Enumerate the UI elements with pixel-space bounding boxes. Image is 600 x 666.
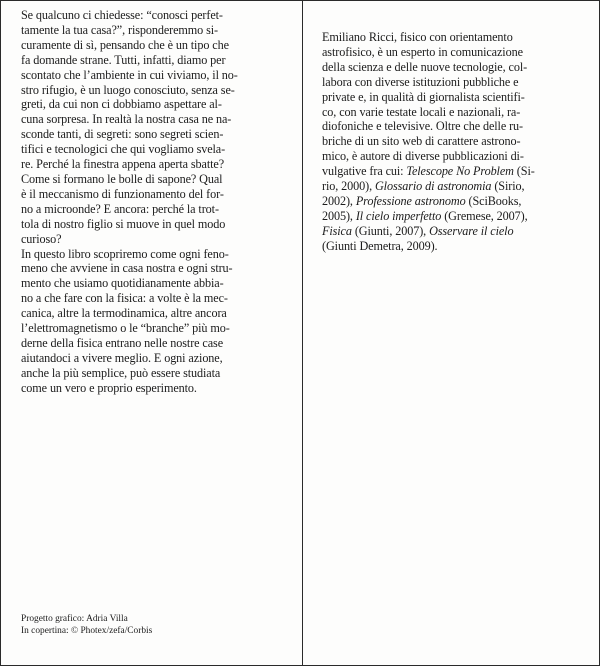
book-title: Osservare il cielo — [429, 223, 514, 238]
book-title: Fisica — [322, 223, 352, 238]
text-line: Emiliano Ricci, fisico con orientamento — [322, 30, 513, 44]
text-fragment: (Sirio, — [491, 179, 525, 194]
book-title: Glossario di astronomia — [374, 179, 492, 194]
text-line: diofoniche e televisive. Oltre che delle ru- — [322, 119, 524, 134]
text-line: no a che fare con la fisica: a volte è la mec- — [21, 291, 228, 306]
text-line: In questo libro scopriremo come ogni feno- — [21, 246, 229, 261]
text-line: curioso? — [21, 231, 62, 246]
text-line: l’elettromagnetismo o le “branche” più mo- — [21, 321, 230, 336]
text-line: Come si formano le bolle di sapone? Qual — [21, 171, 223, 186]
text-fragment: 2005), — [322, 208, 356, 223]
text-line: canica, altre la termodinamica, altre ancora — [21, 306, 227, 321]
text-line: greti, da cui non ci dobbiamo aspettare al- — [21, 97, 222, 112]
text-line — [322, 164, 535, 179]
text-line — [322, 209, 535, 224]
text-line: meno che avviene in casa nostra e ogni stru- — [21, 261, 233, 276]
text-line: derne della fisica entrano nelle nostre case — [21, 335, 224, 350]
text-line: (Giunti Demetra, 2009). — [322, 238, 438, 253]
book-title: Il cielo imperfetto — [355, 208, 442, 223]
text-line: curamente di sì, pensando che è un tipo che — [21, 37, 229, 52]
cover-credit: In copertina: © Photex/zefa/Corbis — [21, 625, 153, 636]
text-line: tamente la tua casa?”, risponderemmo si- — [21, 22, 219, 37]
author-bio — [322, 30, 535, 254]
blurb-paragraph-1 — [21, 8, 238, 247]
text-fragment: (SciBooks, — [465, 193, 522, 208]
text-line: anche la più semplice, può essere studiata — [21, 365, 221, 380]
text-line: della scienza e delle nuove tecnologie, col- — [322, 59, 528, 74]
text-line: tola di nostro figlio si muove in quel modo — [21, 216, 226, 231]
text-line — [322, 224, 535, 239]
fold-line — [302, 1, 303, 665]
text-fragment: 2002), — [322, 193, 356, 208]
text-line: labora con diverse istituzioni pubbliche e — [322, 74, 519, 89]
text-line: è il meccanismo di funzionamento del for- — [21, 186, 224, 201]
design-credit: Progetto grafico: Adria Villa — [21, 614, 128, 624]
book-blurb — [21, 8, 238, 396]
text-line: no a microonde? E ancora: perché la trot- — [21, 201, 219, 216]
text-line: stro rifugio, è un luogo conosciuto, senza se- — [21, 82, 235, 97]
book-title: Professione astronomo — [355, 193, 466, 208]
text-line: fa domande strane. Tutti, infatti, diamo per — [21, 52, 226, 67]
text-line: private e, in qualità di giornalista scientifi- — [322, 89, 525, 104]
text-fragment: (Si- — [513, 164, 535, 179]
blurb-paragraph-2 — [21, 247, 238, 396]
text-line: mico, è autore di diverse pubblicazioni di- — [322, 149, 524, 164]
text-fragment: (Gremese, 2007), — [441, 208, 528, 223]
text-fragment: (Giunti, 2007), — [351, 223, 430, 238]
text-line: cuna sorpresa. In realtà la nostra casa ne na- — [21, 112, 232, 127]
text-fragment: vulgative fra cui: — [322, 164, 407, 179]
text-line: astrofisico, è un esperto in comunicazione — [322, 44, 523, 59]
text-line: sconde tanti, di segreti: sono segreti scien- — [21, 127, 224, 142]
book-title: Telescope No Problem — [406, 164, 514, 179]
text-line: re. Perché la finestra appena aperta sbatte? — [21, 157, 225, 172]
text-line: come un vero e proprio esperimento. — [21, 380, 197, 395]
text-line: briche di un sito web di carattere astrono- — [322, 134, 521, 149]
credits — [21, 614, 152, 637]
text-line: scontato che l’ambiente in cui viviamo, il no- — [21, 67, 238, 82]
text-line: mento che usiamo quotidianamente abbia- — [21, 276, 224, 291]
text-line — [322, 179, 535, 194]
text-fragment: rio, 2000), — [322, 179, 375, 194]
text-line: aiutandoci a vivere meglio. E ogni azione, — [21, 350, 223, 365]
text-line: Se qualcuno ci chiedesse: “conosci perfet- — [21, 8, 223, 22]
text-line — [322, 194, 535, 209]
text-line: tifici e tecnologici che qui vogliamo svela- — [21, 142, 226, 157]
text-line: co, con varie testate locali e nazionali, ra- — [322, 104, 521, 119]
